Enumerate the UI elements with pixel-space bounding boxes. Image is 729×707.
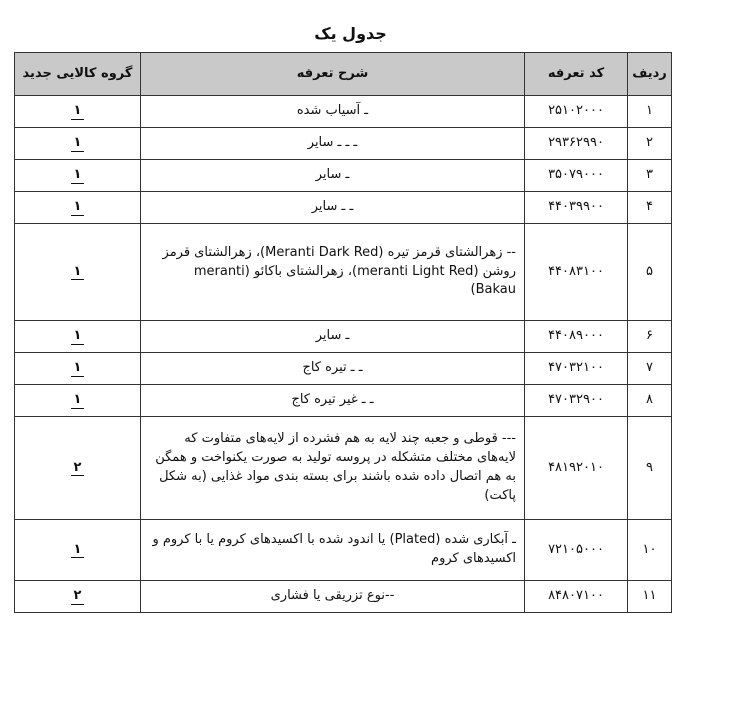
new-group-value: ۱: [71, 360, 85, 377]
new-group-cell: [15, 96, 141, 128]
tariff-code: ۴۴۰۸۳۱۰۰: [525, 224, 628, 321]
tariff-code: ۴۴۰۸۹۰۰۰: [525, 321, 628, 353]
table-row: [15, 128, 672, 160]
new-group-value: ۱: [71, 392, 85, 409]
new-group-value: ۲: [71, 460, 85, 477]
table-row: [15, 192, 672, 224]
new-group-cell: [15, 128, 141, 160]
tariff-code: ۲۵۱۰۲۰۰۰: [525, 96, 628, 128]
row-number: ۹: [628, 417, 672, 520]
new-group-cell: [15, 192, 141, 224]
table-body: [15, 96, 672, 613]
table-row: [15, 353, 672, 385]
tariff-description: ـ ـ غیر تیره کاج: [141, 385, 525, 417]
new-group-cell: [15, 520, 141, 581]
table-row: [15, 581, 672, 613]
new-group-cell: [15, 321, 141, 353]
page-title: جدول یک: [314, 24, 387, 43]
tariff-description: ـ آسیاب شده: [141, 96, 525, 128]
table-row: [15, 224, 672, 321]
new-group-cell: [15, 417, 141, 520]
row-number: ۶: [628, 321, 672, 353]
row-number: ۱: [628, 96, 672, 128]
tariff-code: ۲۹۳۶۲۹۹۰: [525, 128, 628, 160]
table-row: [15, 96, 672, 128]
table-row: [15, 520, 672, 581]
row-number: ۴: [628, 192, 672, 224]
row-number: ۱۱: [628, 581, 672, 613]
tariff-description: ـ ـ تیره کاج: [141, 353, 525, 385]
header-new-group: گروه کالایی جدید: [15, 53, 141, 96]
tariff-description: --- قوطی و جعبه چند لایه به هم فشرده از لایه‌های متفاوت که لایه‌های مختلف متشکله در پروسه تولید به صورت یکنواخت و همگن به هم اتصال داده شده باشند برای بسته بندی مواد غذایی (به شکل پاکت): [141, 417, 525, 520]
tariff-description: ـ آبکاری شده (Plated) یا اندود شده با اکسیدهای کروم یا با کروم و اکسیدهای کروم: [141, 520, 525, 581]
new-group-cell: [15, 353, 141, 385]
tariff-description: ـ ـ سایر: [141, 192, 525, 224]
tariff-code: ۸۴۸۰۷۱۰۰: [525, 581, 628, 613]
new-group-value: ۱: [71, 264, 85, 281]
new-group-value: ۱: [71, 103, 85, 120]
table-header: [15, 53, 672, 96]
row-number: ۸: [628, 385, 672, 417]
new-group-value: ۲: [71, 588, 85, 605]
tariff-code: ۳۵۰۷۹۰۰۰: [525, 160, 628, 192]
table-row: [15, 385, 672, 417]
new-group-value: ۱: [71, 135, 85, 152]
new-group-cell: [15, 224, 141, 321]
tariff-code: ۷۲۱۰۵۰۰۰: [525, 520, 628, 581]
tariff-description: ـ سایر: [141, 321, 525, 353]
new-group-cell: [15, 385, 141, 417]
tariff-code: ۴۷۰۳۲۱۰۰: [525, 353, 628, 385]
tariff-table: [14, 52, 672, 613]
new-group-cell: [15, 160, 141, 192]
header-tariff-code: کد تعرفه: [525, 53, 628, 96]
tariff-description: ـ سایر: [141, 160, 525, 192]
tariff-description: -- زهرالشتای قرمز تیره (Meranti Dark Red)، زهرالشتای قرمز روشن (meranti Light Red)، زهرالشتای باکائو (meranti Bakau): [141, 224, 525, 321]
tariff-code: ۴۴۰۳۹۹۰۰: [525, 192, 628, 224]
table-row: [15, 417, 672, 520]
row-number: ۷: [628, 353, 672, 385]
header-row-number: ردیف: [628, 53, 672, 96]
row-number: ۳: [628, 160, 672, 192]
new-group-value: ۱: [71, 328, 85, 345]
tariff-code: ۴۷۰۳۲۹۰۰: [525, 385, 628, 417]
row-number: ۱۰: [628, 520, 672, 581]
table-row: [15, 160, 672, 192]
header-description: شرح تعرفه: [141, 53, 525, 96]
row-number: ۲: [628, 128, 672, 160]
tariff-description: --نوع تزریقی یا فشاری: [141, 581, 525, 613]
new-group-value: ۱: [71, 542, 85, 559]
tariff-code: ۴۸۱۹۲۰۱۰: [525, 417, 628, 520]
new-group-value: ۱: [71, 199, 85, 216]
table-row: [15, 321, 672, 353]
tariff-description: ـ ـ ـ سایر: [141, 128, 525, 160]
new-group-cell: [15, 581, 141, 613]
row-number: ۵: [628, 224, 672, 321]
new-group-value: ۱: [71, 167, 85, 184]
